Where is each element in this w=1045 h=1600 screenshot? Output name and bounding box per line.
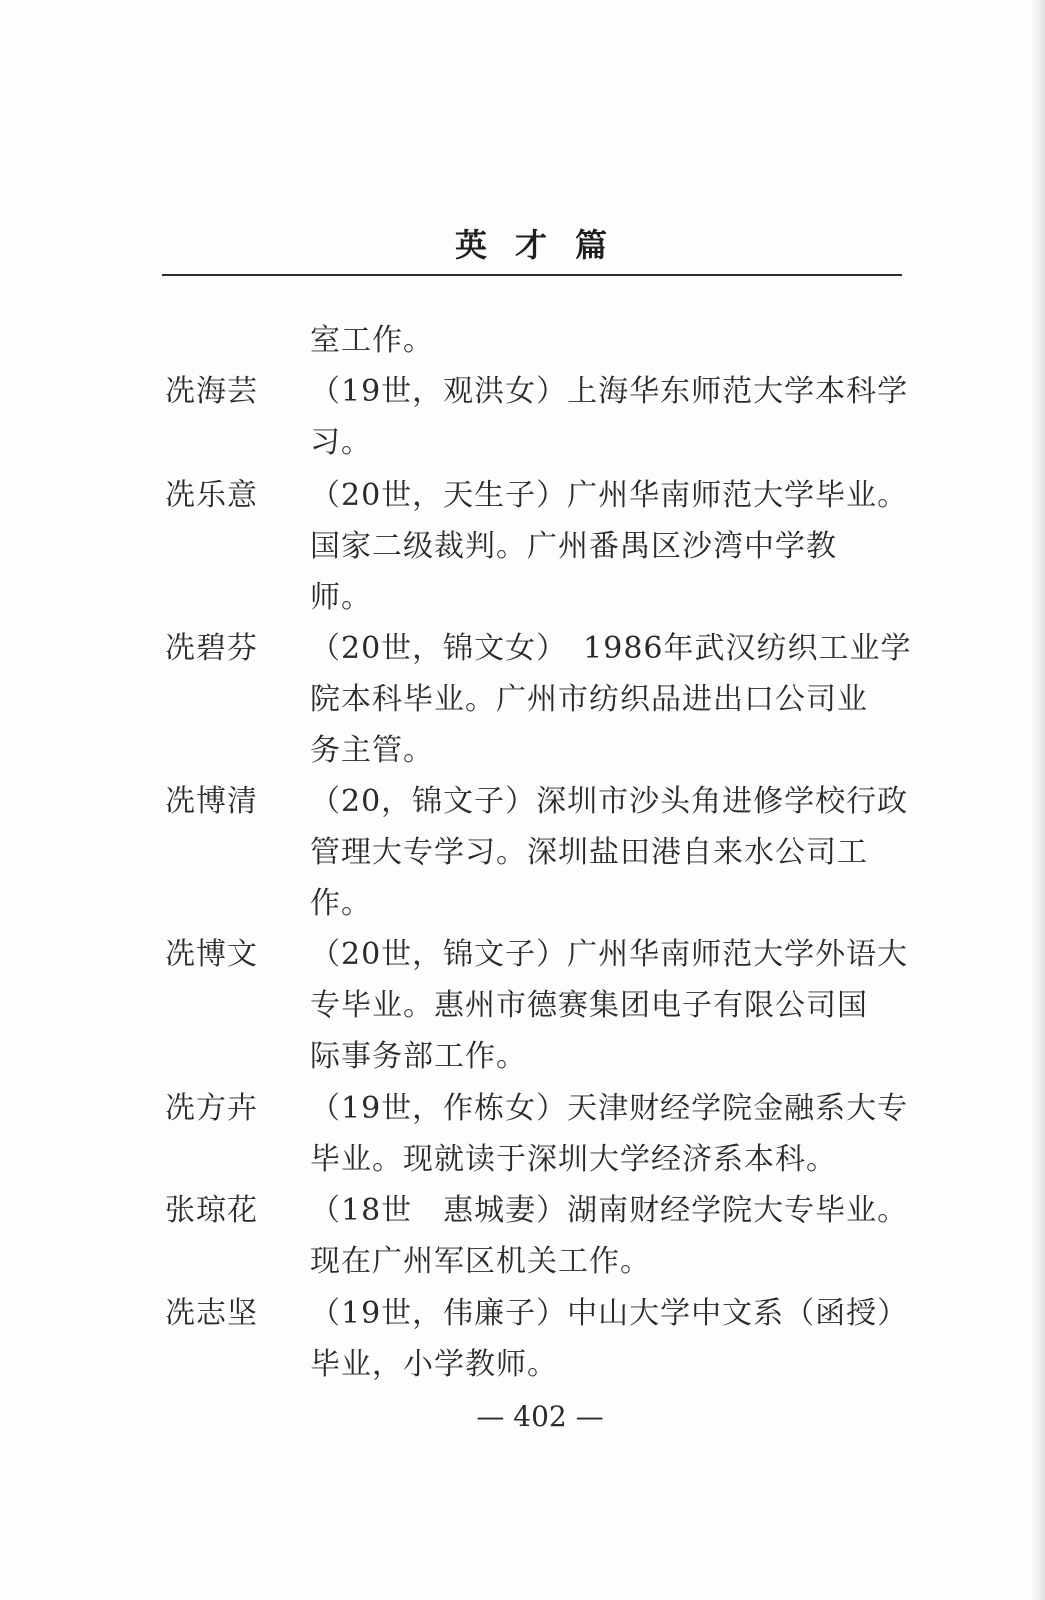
entry-line: （19世，作栋女）天津财经学院金融系大专 (310, 1091, 909, 1126)
entry-line: （20世，锦文子）广州华南师范大学外语大 (310, 937, 909, 972)
entry-line: （20，锦文子）深圳市沙头角进修学校行政 (310, 784, 909, 819)
entry-name: 冼海芸 (165, 374, 258, 409)
page-number: — 402 — (476, 1400, 604, 1433)
entry-line: 国家二级裁判。广州番禺区沙湾中学教 (310, 529, 837, 564)
header-divider (162, 274, 902, 276)
entry-line: 务主管。 (310, 733, 434, 768)
entry-name: 冼博文 (165, 937, 258, 972)
entry-line: 师。 (310, 580, 372, 615)
entry-line: 毕业，小学教师。 (310, 1347, 558, 1382)
entry-line: 毕业。现就读于深圳大学经济系本科。 (310, 1142, 837, 1177)
entry-name: 冼志坚 (165, 1296, 258, 1331)
entry-line: 际事务部工作。 (310, 1039, 527, 1074)
entry-name: 冼碧芬 (165, 631, 258, 666)
running-header-title: 英才篇 (454, 226, 635, 264)
entry-name: 冼乐意 (165, 478, 258, 513)
entry-line: 专毕业。惠州市德赛集团电子有限公司国 (310, 988, 868, 1023)
entry-name: 冼博清 (165, 784, 258, 819)
entry-line: （19世，伟廉子）中山大学中文系（函授） (310, 1296, 909, 1331)
continuation-line: 室工作。 (310, 323, 434, 358)
entry-line: 院本科毕业。广州市纺织品进出口公司业 (310, 682, 868, 717)
entry-name: 张琼花 (165, 1193, 258, 1228)
entry-line: （18世 惠城妻）湖南财经学院大专毕业。 (310, 1193, 909, 1228)
entry-line: （20世，锦文女） 1986年武汉纺织工业学 (310, 631, 912, 666)
entry-line: 习。 (310, 425, 372, 460)
entry-line: 管理大专学习。深圳盐田港自来水公司工 (310, 835, 868, 870)
entry-line: 作。 (310, 886, 372, 921)
entry-name: 冼方卉 (165, 1091, 258, 1126)
entry-line: 现在广州军区机关工作。 (310, 1244, 651, 1279)
entry-line: （19世，观洪女）上海华东师范大学本科学 (310, 374, 909, 409)
entry-line: （20世，天生子）广州华南师范大学毕业。 (310, 478, 909, 513)
